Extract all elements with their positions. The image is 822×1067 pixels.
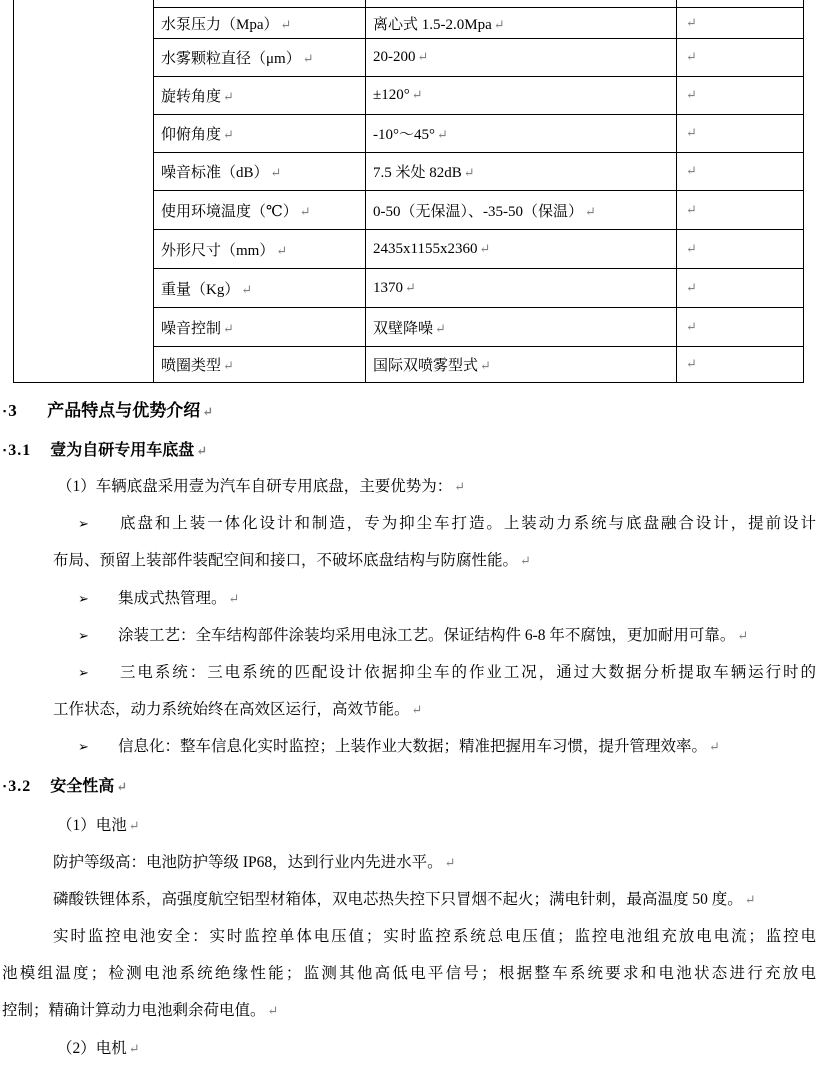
heading-text: 安全性高 (50, 777, 115, 795)
heading-number: 3.1 (8, 442, 32, 459)
body-line: 磷酸铁锂体系，高强度航空铝型材箱体，双电芯热失控下只冒烟不起火；满电针刺，最高温度 50 度。 ↵ (53, 890, 756, 908)
spec-empty-cell (677, 153, 804, 191)
spec-label: 水泵压力（Mpa） (161, 16, 279, 33)
paragraph-mark: ↵ (686, 87, 697, 102)
spec-empty-cell (677, 8, 804, 39)
spec-value-cell (366, 308, 677, 347)
spec-value-cell (366, 153, 677, 191)
paragraph-mark: ↵ (299, 203, 311, 219)
paragraph-mark: ↵ (493, 16, 505, 32)
spec-empty-cell (677, 39, 804, 77)
spec-label: 旋转角度 (161, 89, 222, 105)
paragraph-mark: ↵ (686, 240, 697, 256)
spec-table (13, 0, 804, 383)
paragraph-mark: ↵ (686, 356, 697, 371)
spec-label: 水雾颗粒直径（μm） (161, 51, 301, 67)
spec-value: 0-50（无保温）、-35-50（保温） (373, 203, 583, 220)
spec-label: 喷圈类型 (161, 358, 222, 374)
paragraph-mark: ↵ (417, 49, 429, 64)
list-item-line: ➢ 信息化：整车信息化实时监控；上装作业大数据；精准把握用车习惯，提升管理效率。 ↵ (0, 728, 822, 765)
spec-value-cell (366, 230, 677, 269)
paragraph-mark: ↵ (128, 817, 140, 833)
paragraph-mark: ↵ (686, 201, 697, 217)
paragraph-mark: ↵ (737, 627, 749, 643)
paragraph-mark: ↵ (241, 281, 253, 297)
body-line: （1）车辆底盘采用壹为汽车自研专用底盘，主要优势为： ↵ (57, 478, 466, 495)
spec-label: 噪音标准（dB） (161, 165, 269, 181)
body-line: 工作状态，动力系统始终在高效区运行，高效节能。 ↵ (53, 701, 423, 719)
spec-label: 外形尺寸（mm） (161, 242, 275, 259)
paragraph-mark: ↵ (411, 702, 423, 718)
paragraph-mark: ↵ (405, 279, 416, 295)
arrow-bullet-icon: ➢ (78, 517, 89, 533)
spec-value-cell (366, 269, 677, 308)
paragraph-mark: ↵ (585, 203, 596, 219)
paragraph-mark: ↵ (686, 49, 697, 64)
paragraph-mark: ↵ (686, 318, 697, 334)
paragraph-mark: ↵ (463, 165, 475, 180)
spec-label-cell (154, 39, 366, 77)
list-item-line: ➢ 集成式热管理。 ↵ (0, 580, 822, 617)
paragraph-mark: ↵ (223, 127, 234, 142)
paragraph-mark: ↵ (116, 778, 128, 794)
paragraph-mark: ↵ (480, 358, 491, 373)
paragraph-mark: ↵ (276, 242, 288, 258)
spec-value-cell (366, 77, 677, 115)
spec-label-cell (154, 308, 366, 347)
paragraph-mark: ↵ (196, 443, 208, 458)
heading-text: 壹为自研专用车底盘 (50, 442, 195, 459)
body-line: 池模组温度；检测电池系统绝缘性能；监测其他高低电平信号；根据整车系统要求和电池状态进行充放电 (2, 965, 816, 983)
arrow-bullet-icon: ➢ (78, 740, 89, 756)
spec-value: -10°～45° (373, 127, 435, 143)
spec-value: 2435x1155x2360 (373, 240, 478, 257)
paragraph-mark: ↵ (454, 479, 466, 494)
paragraph-mark: ↵ (223, 89, 234, 104)
paragraph-mark: ↵ (686, 163, 697, 178)
outline-square-icon: ▪ (3, 445, 7, 455)
heading-number: 3.2 (8, 777, 32, 795)
list-item-line: ➢ 三电系统：三电系统的匹配设计依据抑尘车的作业工况，通过大数据分析提取车辆运行时的 (0, 654, 822, 691)
spec-value: 离心式 1.5-2.0Mpa (373, 16, 492, 33)
spec-value-cell (366, 8, 677, 39)
section-heading-3 (3, 397, 822, 424)
spec-label: 使用环境温度（℃） (161, 203, 298, 220)
spec-label: 重量（Kg） (161, 281, 240, 298)
spec-empty-cell (677, 77, 804, 115)
spec-empty-cell (677, 115, 804, 153)
spec-label-cell (154, 153, 366, 191)
paragraph-mark: ↵ (267, 1003, 279, 1019)
arrow-bullet-icon: ➢ (78, 591, 89, 607)
paragraph-mark: ↵ (223, 320, 234, 336)
body-line: （2）电机 ↵ (57, 1039, 140, 1057)
spec-label-cell (154, 230, 366, 269)
body-line: 防护等级高：电池防护等级 IP68，达到行业内先进水平。 ↵ (53, 853, 456, 871)
spec-empty-cell (677, 347, 804, 383)
paragraph-mark: ↵ (435, 320, 446, 336)
paragraph-mark: ↵ (744, 891, 756, 907)
paragraph-mark: ↵ (202, 404, 214, 419)
spec-label-cell (154, 347, 366, 383)
heading-text: 产品特点与优势介绍 (47, 401, 201, 420)
spec-value: 20-200 (373, 49, 416, 65)
paragraph-mark: ↵ (128, 1040, 140, 1056)
list-item-line: ➢ 底盘和上装一体化设计和制造，专为抑尘车打造。上装动力系统与底盘融合设计，提前设计 (0, 505, 822, 542)
paragraph-mark: ↵ (479, 240, 491, 256)
body-line: 实时监控电池安全：实时监控单体电压值；实时监控系统总电压值；监控电池组充放电电流；监控电 (53, 928, 816, 946)
spec-value-cell (366, 191, 677, 230)
heading-number: 3 (8, 401, 18, 420)
paragraph-mark: ↵ (270, 165, 282, 180)
outline-square-icon: ▪ (3, 780, 7, 791)
spec-value-cell (366, 115, 677, 153)
body-line: 控制；精确计算动力电池剩余荷电值。 ↵ (2, 1002, 279, 1020)
spec-label: 噪音控制 (161, 320, 222, 337)
spec-empty-cell (677, 269, 804, 308)
paragraph-mark: ↵ (686, 14, 697, 30)
paragraph-mark: ↵ (411, 87, 423, 102)
section-heading-3-1 (3, 437, 822, 464)
spec-left-merged-cell (14, 0, 154, 383)
spec-label-cell (154, 115, 366, 153)
spec-value: 国际双喷雾型式 (373, 358, 479, 374)
arrow-bullet-icon: ➢ (78, 628, 89, 644)
paragraph-mark: ↵ (437, 127, 448, 142)
spec-empty-cell (677, 308, 804, 347)
body-line: 布局、预留上装部件装配空间和接口，不破坏底盘结构与防腐性能。 ↵ (53, 552, 531, 570)
paragraph-mark: ↵ (709, 739, 720, 755)
spec-label-cell (154, 8, 366, 39)
spec-value: 7.5 米处 82dB (373, 165, 462, 181)
paragraph-mark: ↵ (686, 125, 697, 140)
outline-square-icon: ▪ (3, 406, 7, 416)
spec-label-cell (154, 191, 366, 230)
spec-empty-cell (677, 191, 804, 230)
spec-value-cell (366, 39, 677, 77)
paragraph-mark: ↵ (686, 279, 697, 295)
arrow-bullet-icon: ➢ (78, 665, 89, 681)
paragraph-mark: ↵ (228, 590, 240, 606)
body-text (0, 468, 822, 1067)
list-item-line: ➢ 涂装工艺：全车结构部件涂装均采用电泳工艺。保证结构件 6-8 年不腐蚀，更加耐用可靠。 ↵ (0, 617, 822, 654)
paragraph-mark: ↵ (520, 553, 531, 569)
section-heading-3-2 (3, 766, 822, 807)
spec-empty-cell (677, 230, 804, 269)
spec-value: 双壁降噪 (373, 320, 434, 337)
body-line: （1）电池 ↵ (57, 816, 140, 834)
spec-label: 仰俯角度 (161, 127, 222, 143)
spec-value: ±120° (373, 87, 410, 103)
spec-value-cell (366, 347, 677, 383)
paragraph-mark: ↵ (302, 51, 314, 66)
paragraph-mark: ↵ (444, 854, 456, 870)
spec-label-cell (154, 77, 366, 115)
paragraph-mark: ↵ (223, 358, 234, 373)
table-row-partial (14, 0, 804, 8)
spec-value: 1370 (373, 279, 403, 296)
paragraph-mark: ↵ (280, 16, 292, 32)
spec-label-cell (154, 269, 366, 308)
